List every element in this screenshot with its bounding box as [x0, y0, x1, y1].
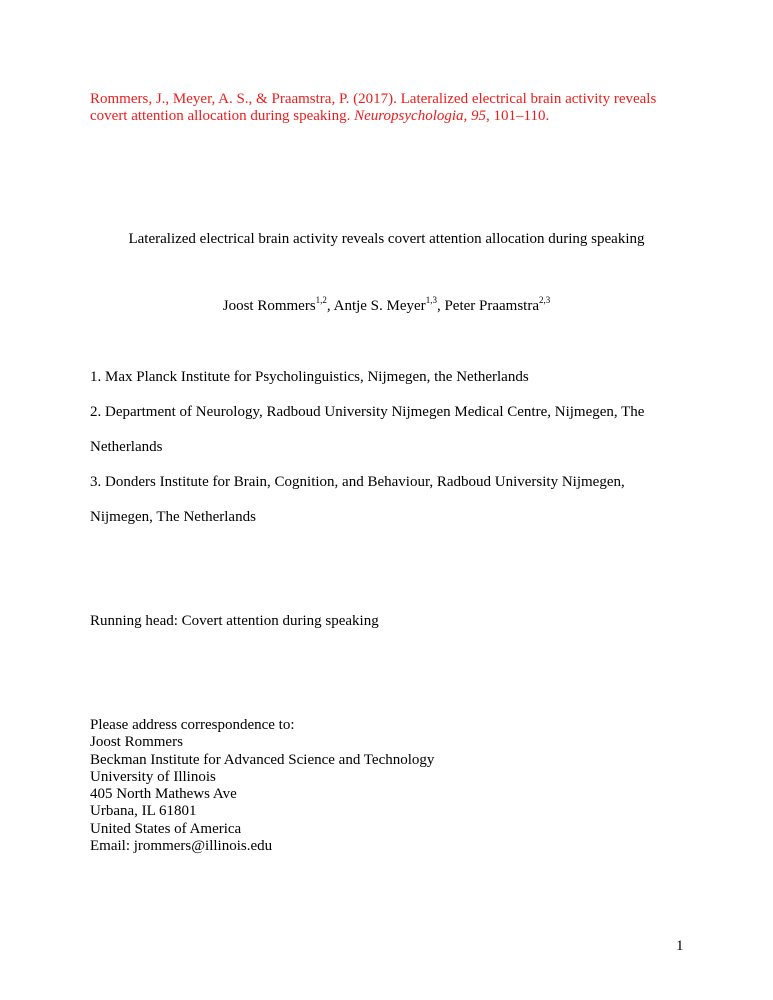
author-affiliation-marker: 1,3 [425, 295, 437, 305]
affiliation-2: 2. Department of Neurology, Radboud University Nijmegen Medical Centre, Nijmegen, The [90, 404, 645, 420]
author-name: Peter Praamstra [444, 298, 539, 314]
correspondence-country: United States of America [90, 820, 242, 837]
citation [90, 91, 690, 125]
author-affiliation-marker: 2,3 [539, 295, 551, 305]
citation-text: Rommers, J., Meyer, A. S., & Praamstra, P. (2017). Lateralized electrical brain activity reveals covert attention allocation during speaking. [90, 91, 657, 124]
author-separator: , [326, 298, 334, 314]
running-head: Running head: Covert attention during speaking [90, 613, 379, 629]
correspondence-university: University of Illinois [90, 768, 216, 785]
author-affiliation-marker: 1,2 [315, 295, 327, 305]
correspondence-name: Joost Rommers [90, 734, 183, 751]
affiliation-2-continued: Netherlands [90, 439, 163, 455]
correspondence-city: Urbana, IL 61801 [90, 803, 197, 820]
affiliation-3: 3. Donders Institute for Brain, Cognition, and Behaviour, Radboud University Nijmegen, [90, 474, 625, 490]
page-number: 1 [676, 938, 684, 954]
correspondence-street: 405 North Mathews Ave [90, 786, 237, 803]
citation-journal: Neuropsychologia, 95, [354, 108, 490, 124]
author-name: Antje S. Meyer [333, 298, 426, 314]
paper-title: Lateralized electrical brain activity reveals covert attention allocation during speaking [128, 231, 645, 247]
author-list [0, 295, 773, 315]
author-name: Joost Rommers [222, 298, 316, 314]
correspondence-block [90, 717, 434, 855]
citation-pages: 101–110. [489, 108, 550, 124]
affiliation-1: 1. Max Planck Institute for Psycholinguistics, Nijmegen, the Netherlands [90, 369, 529, 385]
correspondence-email: Email: jrommers@illinois.edu [90, 838, 273, 855]
correspondence-institute: Beckman Institute for Advanced Science and Technology [90, 751, 435, 768]
author-separator: , [436, 298, 445, 314]
correspondence-heading: Please address correspondence to: [90, 717, 295, 733]
affiliation-3-continued: Nijmegen, The Netherlands [90, 509, 256, 525]
